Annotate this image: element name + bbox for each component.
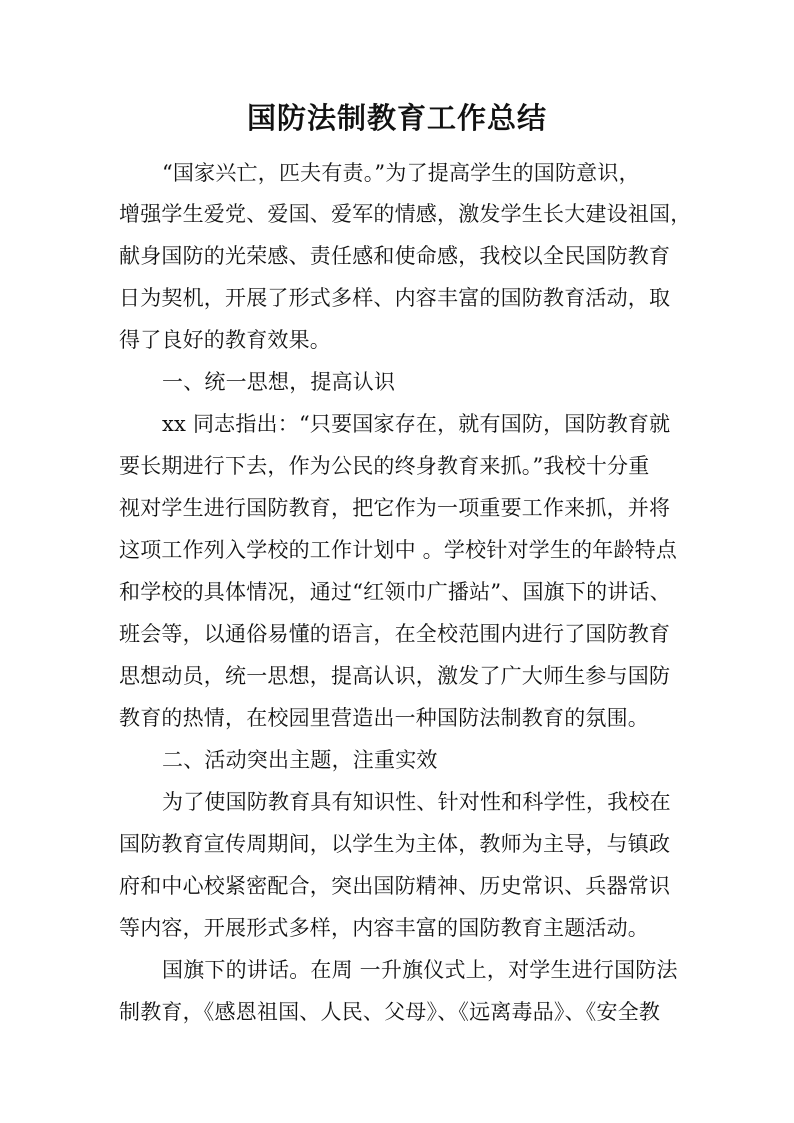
paragraph-line: 献身国防的光荣感、责任感和使命感，我校以全民国防教育 bbox=[119, 244, 671, 268]
paragraph-line: 日为契机，开展了形式多样、内容丰富的国防教育活动，取 bbox=[119, 286, 671, 310]
paragraph-line: 增强学生爱党、爱国、爱军的情感，激发学生长大建设祖国， bbox=[119, 202, 692, 226]
paragraph-line: 国防教育宣传周期间，以学生为主体，教师为主导，与镇政 bbox=[119, 832, 671, 856]
paragraph-line: xx 同志指出：“只要国家存在，就有国防，国防教育就 bbox=[162, 412, 671, 436]
paragraph-line: 等内容，开展形式多样，内容丰富的国防教育主题活动。 bbox=[119, 916, 649, 940]
paragraph-line: 国旗下的讲话。在周 一升旗仪式上，对学生进行国防法 bbox=[162, 958, 678, 982]
section-heading: 二、活动突出主题，注重实效 bbox=[162, 748, 438, 772]
section-heading: 一、统一思想，提高认识 bbox=[162, 370, 396, 394]
paragraph-line: 为了使国防教育具有知识性、针对性和科学性，我校在 bbox=[162, 790, 671, 814]
paragraph-line: 视对学生进行国防教育，把它作为一项重要工作来抓，并将 bbox=[119, 496, 671, 520]
paragraph-line: 和学校的具体情况，通过“红领巾广播站”、国旗下的讲话、 bbox=[119, 580, 671, 604]
paragraph-line: 这项工作列入学校的工作计划中 。学校针对学生的年龄特点 bbox=[119, 538, 678, 562]
paragraph-line: 制教育，《感恩祖国、人民、父母》、《远离毒品》、《安全教 bbox=[119, 1000, 661, 1024]
paragraph-line: “国家兴亡，匹夫有责。”为了提高学生的国防意识， bbox=[162, 161, 640, 185]
document-title: 国防法制教育工作总结 bbox=[246, 101, 547, 135]
paragraph-line: 府和中心校紧密配合，突出国防精神、历史常识、兵器常识 bbox=[119, 874, 671, 898]
paragraph-line: 要长期进行下去，作为公民的终身教育来抓。”我校十分重 bbox=[119, 454, 650, 478]
paragraph-line: 得了良好的教育效果。 bbox=[119, 328, 331, 352]
paragraph-line: 思想动员，统一思想，提高认识，激发了广大师生参与国防 bbox=[119, 664, 671, 688]
paragraph-line: 教育的热情，在校园里营造出一种国防法制教育的氛围。 bbox=[119, 706, 649, 730]
paragraph-line: 班会等，以通俗易懂的语言，在全校范围内进行了国防教育 bbox=[119, 622, 671, 646]
